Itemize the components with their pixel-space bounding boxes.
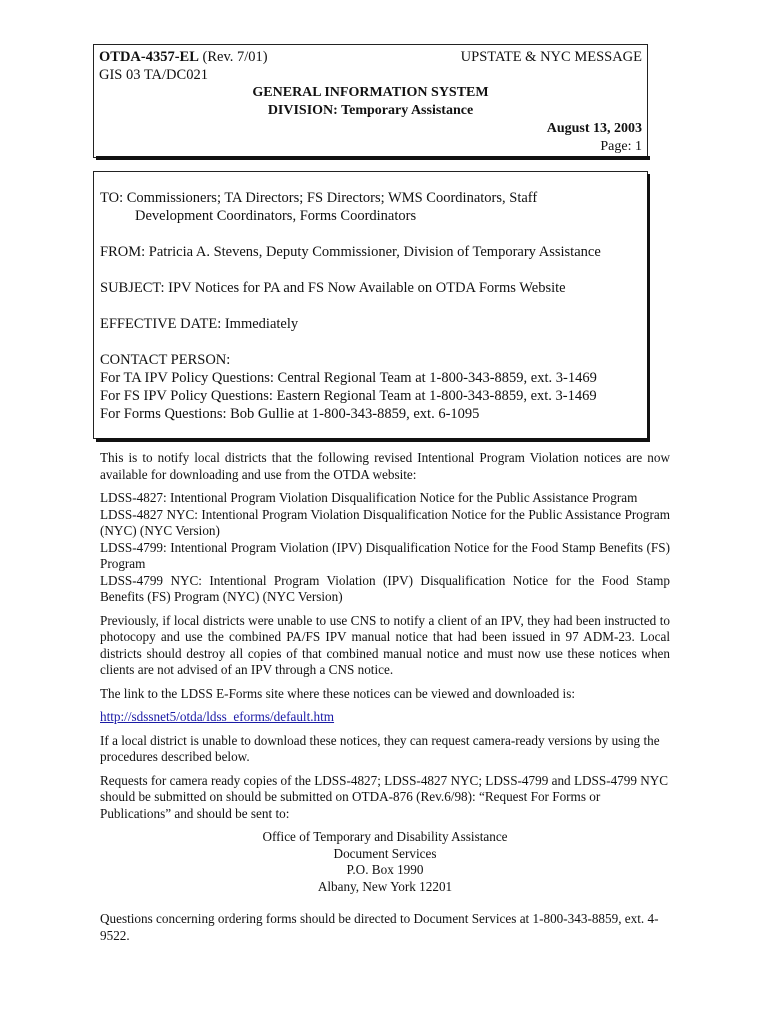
- form-id: OTDA-4357-EL (Rev. 7/01): [99, 49, 268, 65]
- unable-paragraph: If a local district is unable to download these notices, they can request camera-ready versions by using the procedures described below.: [100, 732, 660, 764]
- list-item: LDSS-4827: Intentional Program Violation Disqualification Notice for the Public Assistance Program: [100, 490, 638, 505]
- contact-person-field: [100, 351, 641, 423]
- effective-date-field: EFFECTIVE DATE: Immediately: [100, 316, 299, 332]
- requests-paragraph: Requests for camera ready copies of the LDSS-4827; LDSS-4827 NYC; LDSS-4799 and LDSS-4799 NYC should be submitted on should be submitted on OTDA-876 (Rev.6/98): “Request For Forms or Publications” and should be sent to:: [100, 772, 669, 821]
- contact-heading: CONTACT PERSON:: [100, 352, 231, 368]
- list-item: LDSS-4799 NYC: Intentional Program Violation (IPV) Disqualification Notice for the Food Stamp Benefits (FS) Program (NYC) (NYC Version): [100, 572, 670, 604]
- contact-fs: For FS IPV Policy Questions: Eastern Regional Team at 1-800-343-8859, ext. 3-1469: [100, 388, 597, 404]
- link-intro-paragraph: The link to the LDSS E-Forms site where these notices can be viewed and downloaded is:: [100, 685, 576, 701]
- division-title: DIVISION: Temporary Assistance: [267, 103, 474, 118]
- eforms-link-paragraph: [100, 709, 670, 726]
- memo-rule-right: [647, 174, 650, 442]
- memo-body: [100, 450, 670, 951]
- system-title: GENERAL INFORMATION SYSTEM: [252, 85, 489, 100]
- contact-forms: For Forms Questions: Bob Gullie at 1-800-343-8859, ext. 6-1095: [100, 406, 480, 422]
- message-header-box: [93, 44, 648, 158]
- message-date: August 13, 2003: [546, 121, 642, 136]
- eforms-link[interactable]: http://sdssnet5/otda/ldss_eforms/default.htm: [100, 709, 335, 724]
- list-item: LDSS-4799: Intentional Program Violation (IPV) Disqualification Notice for the Food Stamp Benefits (FS) Program: [100, 539, 670, 571]
- address-line: Document Services: [333, 845, 437, 861]
- page-number: Page: 1: [600, 139, 642, 154]
- intro-paragraph: This is to notify local districts that the following revised Intentional Program Violation notices are now available for downloading and use from the OTDA website:: [100, 450, 670, 482]
- memo-rule-bottom: [96, 438, 650, 442]
- list-item: LDSS-4827 NYC: Intentional Program Violation Disqualification Notice for the Public Assistance Program (NYC) (NYC Version): [100, 506, 670, 538]
- address-line: P.O. Box 1990: [346, 862, 424, 877]
- address-line: Albany, New York 12201: [317, 878, 453, 894]
- form-list: [100, 490, 670, 606]
- memo-info-box: [93, 171, 648, 439]
- questions-paragraph: Questions concerning ordering forms should be directed to Document Services at 1-800-343-8859, ext. 4-9522.: [100, 911, 659, 943]
- subject-field: SUBJECT: IPV Notices for PA and FS Now Available on OTDA Forms Website: [100, 280, 566, 296]
- address-line: Office of Temporary and Disability Assistance: [262, 829, 508, 844]
- gis-number: GIS 03 TA/DC021: [99, 67, 208, 83]
- message-type: UPSTATE & NYC MESSAGE: [460, 49, 642, 65]
- from-field: FROM: Patricia A. Stevens, Deputy Commissioner, Division of Temporary Assistance: [100, 244, 601, 260]
- to-field: TO: Commissioners; TA Directors; FS Directors; WMS Coordinators, Staff Development Coordinators, Forms Coordinators: [100, 190, 538, 224]
- previously-paragraph: Previously, if local districts were unable to use CNS to notify a client of an IPV, they had been instructed to photocopy and use the combined PA/FS IPV manual notice that had been issued in 97 ADM-23. Local districts should destroy all copies of that combined manual notice and must now use these notices when clients are not advised of an IPV through a CNS notice.: [100, 612, 670, 677]
- contact-ta: For TA IPV Policy Questions: Central Regional Team at 1-800-343-8859, ext. 3-1469: [100, 370, 597, 386]
- header-rule: [96, 156, 650, 160]
- mailing-address: [100, 829, 670, 895]
